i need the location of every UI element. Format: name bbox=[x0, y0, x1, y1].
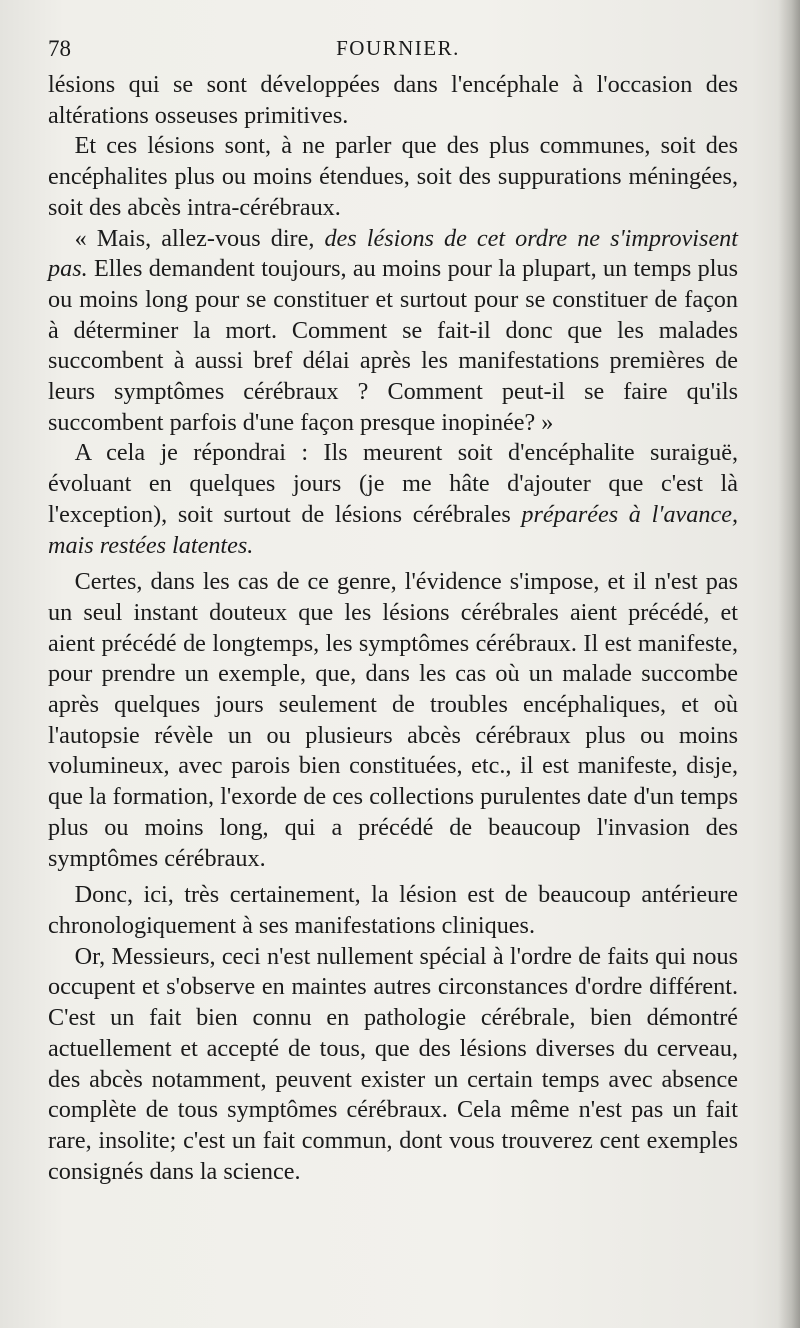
paragraph: Certes, dans les cas de ce genre, l'évidence s'impose, et il n'est pas un seul instant douteux que les lésions cérébrales aient précédé, et aient précédé de longtemps, les symptômes cérébraux. Il est manifeste, pour prendre un exemple, que, dans les cas où un malade succombe après quelques jours seulement de troubles encéphaliques, et où l'autopsie révèle un ou plusieurs abcès cérébraux plus ou moins volumineux, avec parois bien constituées, etc., il est manifeste, disje, que la formation, l'exorde de ces collections purulentes date d'un temps plus ou moins long, qui a précédé de beaucoup l'invasion des symptômes cérébraux. bbox=[48, 568, 738, 872]
paragraph-continuation: lésions qui se sont développées dans l'encéphale à l'occasion des altérations osseuses primitives. bbox=[48, 71, 738, 129]
page-number: 78 bbox=[48, 36, 71, 61]
running-head: FOURNIER. bbox=[336, 36, 460, 60]
body-text bbox=[48, 70, 738, 1187]
paragraph: Et ces lésions sont, à ne parler que des plus communes, soit des encéphalites plus ou moins étendues, soit des suppurations méningées, soit des abcès intra-cérébraux. bbox=[48, 132, 738, 221]
paragraph: Donc, ici, très certainement, la lésion est de beaucoup antérieure chronologiquement à ses manifestations cliniques. bbox=[48, 881, 738, 939]
paragraph-answer bbox=[48, 438, 738, 561]
paragraph-quote bbox=[48, 224, 738, 439]
quote-rest: Elles demandent toujours, au moins pour la plupart, un temps plus ou moins long pour se constituer et surtout pour se constituer de façon à déterminer la mort. Comment se fait-il donc que les malades succombent à aussi bref délai après les manifestations premières de leurs symptômes cérébraux ? Comment peut-il se faire qu'ils succombent parfois d'une façon presque inopinée? » bbox=[48, 255, 739, 436]
page-header bbox=[48, 36, 748, 70]
quote-lead: « Mais, allez-vous dire, bbox=[74, 224, 325, 252]
answer-text: A cela je répondrai : Ils meurent soit d'encéphalite suraiguë, évoluant en quelques jours (je me hâte d'ajouter que c'est là l'exception), soit surtout de lésions cérébrales bbox=[48, 439, 738, 528]
answer-italic: préparées à l'avance, mais restées latentes. bbox=[48, 500, 738, 559]
paragraph: Or, Messieurs, ceci n'est nullement spécial à l'ordre de faits qui nous occupent et s'observe en maintes autres circonstances d'ordre différent. C'est un fait bien connu en pathologie cérébrale, bien démontré actuellement et accepté de tous, que des lésions diverses du cerveau, des abcès notamment, peuvent exister un certain temps avec absence complète de tous symptômes cérébraux. Cela même n'est pas un fait rare, insolite; c'est un fait commun, dont vous trouverez cent exemples consignés dans la science. bbox=[48, 942, 738, 1185]
quote-italic: des lésions de cet ordre ne s'improvisent pas. bbox=[48, 224, 738, 283]
page-gutter-shadow bbox=[778, 0, 800, 1328]
